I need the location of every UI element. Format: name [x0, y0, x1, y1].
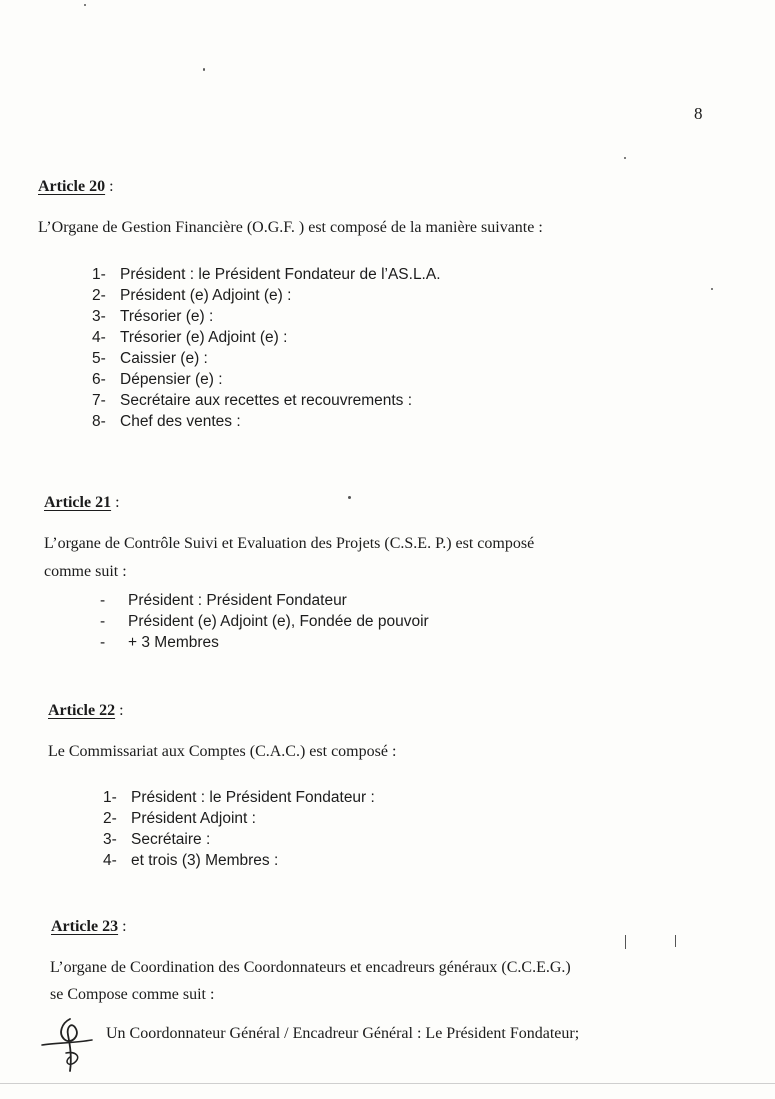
item-marker: 1- [92, 266, 106, 283]
article-21-colon: : [115, 494, 120, 511]
article-23-heading [51, 918, 127, 936]
scan-speck [711, 288, 713, 290]
list-item [100, 632, 429, 653]
item-marker: 6- [92, 371, 106, 388]
article-21-title: Article 21 [44, 494, 112, 511]
list-item [103, 850, 375, 871]
article-21-heading [44, 494, 120, 512]
signature-mark [40, 1013, 96, 1075]
item-text: Président : le Président Fondateur : [131, 789, 375, 806]
list-item [92, 369, 441, 390]
item-marker: - [100, 592, 106, 609]
item-text: Président (e) Adjoint (e), Fondée de pouvoir [128, 613, 429, 630]
page-number: 8 [694, 104, 703, 123]
article-23-colon: : [122, 918, 127, 935]
item-text: Trésorier (e) Adjoint (e) : [120, 329, 288, 346]
article-20-title: Article 20 [38, 178, 106, 195]
article-23-intro-line2: se Compose comme suit : [50, 986, 215, 1003]
article-21-list [100, 590, 429, 653]
item-marker: 2- [103, 810, 117, 827]
article-23-intro-line1: L’organe de Coordination des Coordonnateurs et encadreurs généraux (C.C.E.G.) [50, 959, 571, 976]
bottom-rule [0, 1083, 775, 1084]
article-20-intro: L’Organe de Gestion Financière (O.G.F. ) est composé de la manière suivante : [38, 219, 543, 236]
article-23-final-line: Un Coordonnateur Général / Encadreur Général : Le Président Fondateur; [106, 1025, 580, 1042]
list-item [92, 411, 441, 432]
item-text: et trois (3) Membres : [131, 852, 279, 869]
scan-speck [675, 935, 676, 947]
article-23-title: Article 23 [51, 918, 119, 935]
list-item [100, 611, 429, 632]
scan-speck [624, 157, 626, 159]
list-item [92, 390, 441, 411]
item-marker: - [100, 613, 106, 630]
list-item [103, 829, 375, 850]
item-text: Président : le Président Fondateur de l’AS.L.A. [120, 266, 441, 283]
article-22-intro: Le Commissariat aux Comptes (C.A.C.) est composé : [48, 743, 397, 760]
list-item [92, 285, 441, 306]
scan-speck [203, 68, 205, 71]
scan-speck [625, 935, 626, 949]
list-item [92, 264, 441, 285]
item-marker: 4- [103, 852, 117, 869]
item-marker: 2- [92, 287, 106, 304]
item-text: Trésorier (e) : [120, 308, 214, 325]
article-22-heading [48, 702, 124, 720]
article-21-intro-line2: comme suit : [44, 563, 127, 580]
item-text: Président : Président Fondateur [128, 592, 347, 609]
item-text: Secrétaire : [131, 831, 211, 848]
list-item [92, 327, 441, 348]
item-marker: 4- [92, 329, 106, 346]
article-20-list [92, 264, 441, 432]
article-22-title: Article 22 [48, 702, 116, 719]
scan-speck [84, 4, 86, 6]
item-text: + 3 Membres [128, 634, 219, 651]
list-item [92, 306, 441, 327]
list-item [92, 348, 441, 369]
item-text: Président (e) Adjoint (e) : [120, 287, 292, 304]
item-text: Dépensier (e) : [120, 371, 223, 388]
item-text: Caissier (e) : [120, 350, 208, 367]
article-21-intro-line1: L’organe de Contrôle Suivi et Evaluation des Projets (C.S.E. P.) est composé [44, 535, 535, 552]
item-marker: 3- [103, 831, 117, 848]
item-marker: 3- [92, 308, 106, 325]
item-text: Secrétaire aux recettes et recouvrements : [120, 392, 413, 409]
article-20-heading [38, 178, 114, 196]
item-marker: 7- [92, 392, 106, 409]
article-20-colon: : [109, 178, 114, 195]
article-22-colon: : [119, 702, 124, 719]
item-marker: 8- [92, 413, 106, 430]
scan-speck [348, 496, 351, 499]
item-text: Chef des ventes : [120, 413, 241, 430]
item-marker: - [100, 634, 106, 651]
item-text: Président Adjoint : [131, 810, 256, 827]
article-22-list [103, 787, 375, 871]
item-marker: 1- [103, 789, 117, 806]
item-marker: 5- [92, 350, 106, 367]
list-item [103, 808, 375, 829]
list-item [103, 787, 375, 808]
list-item [100, 590, 429, 611]
